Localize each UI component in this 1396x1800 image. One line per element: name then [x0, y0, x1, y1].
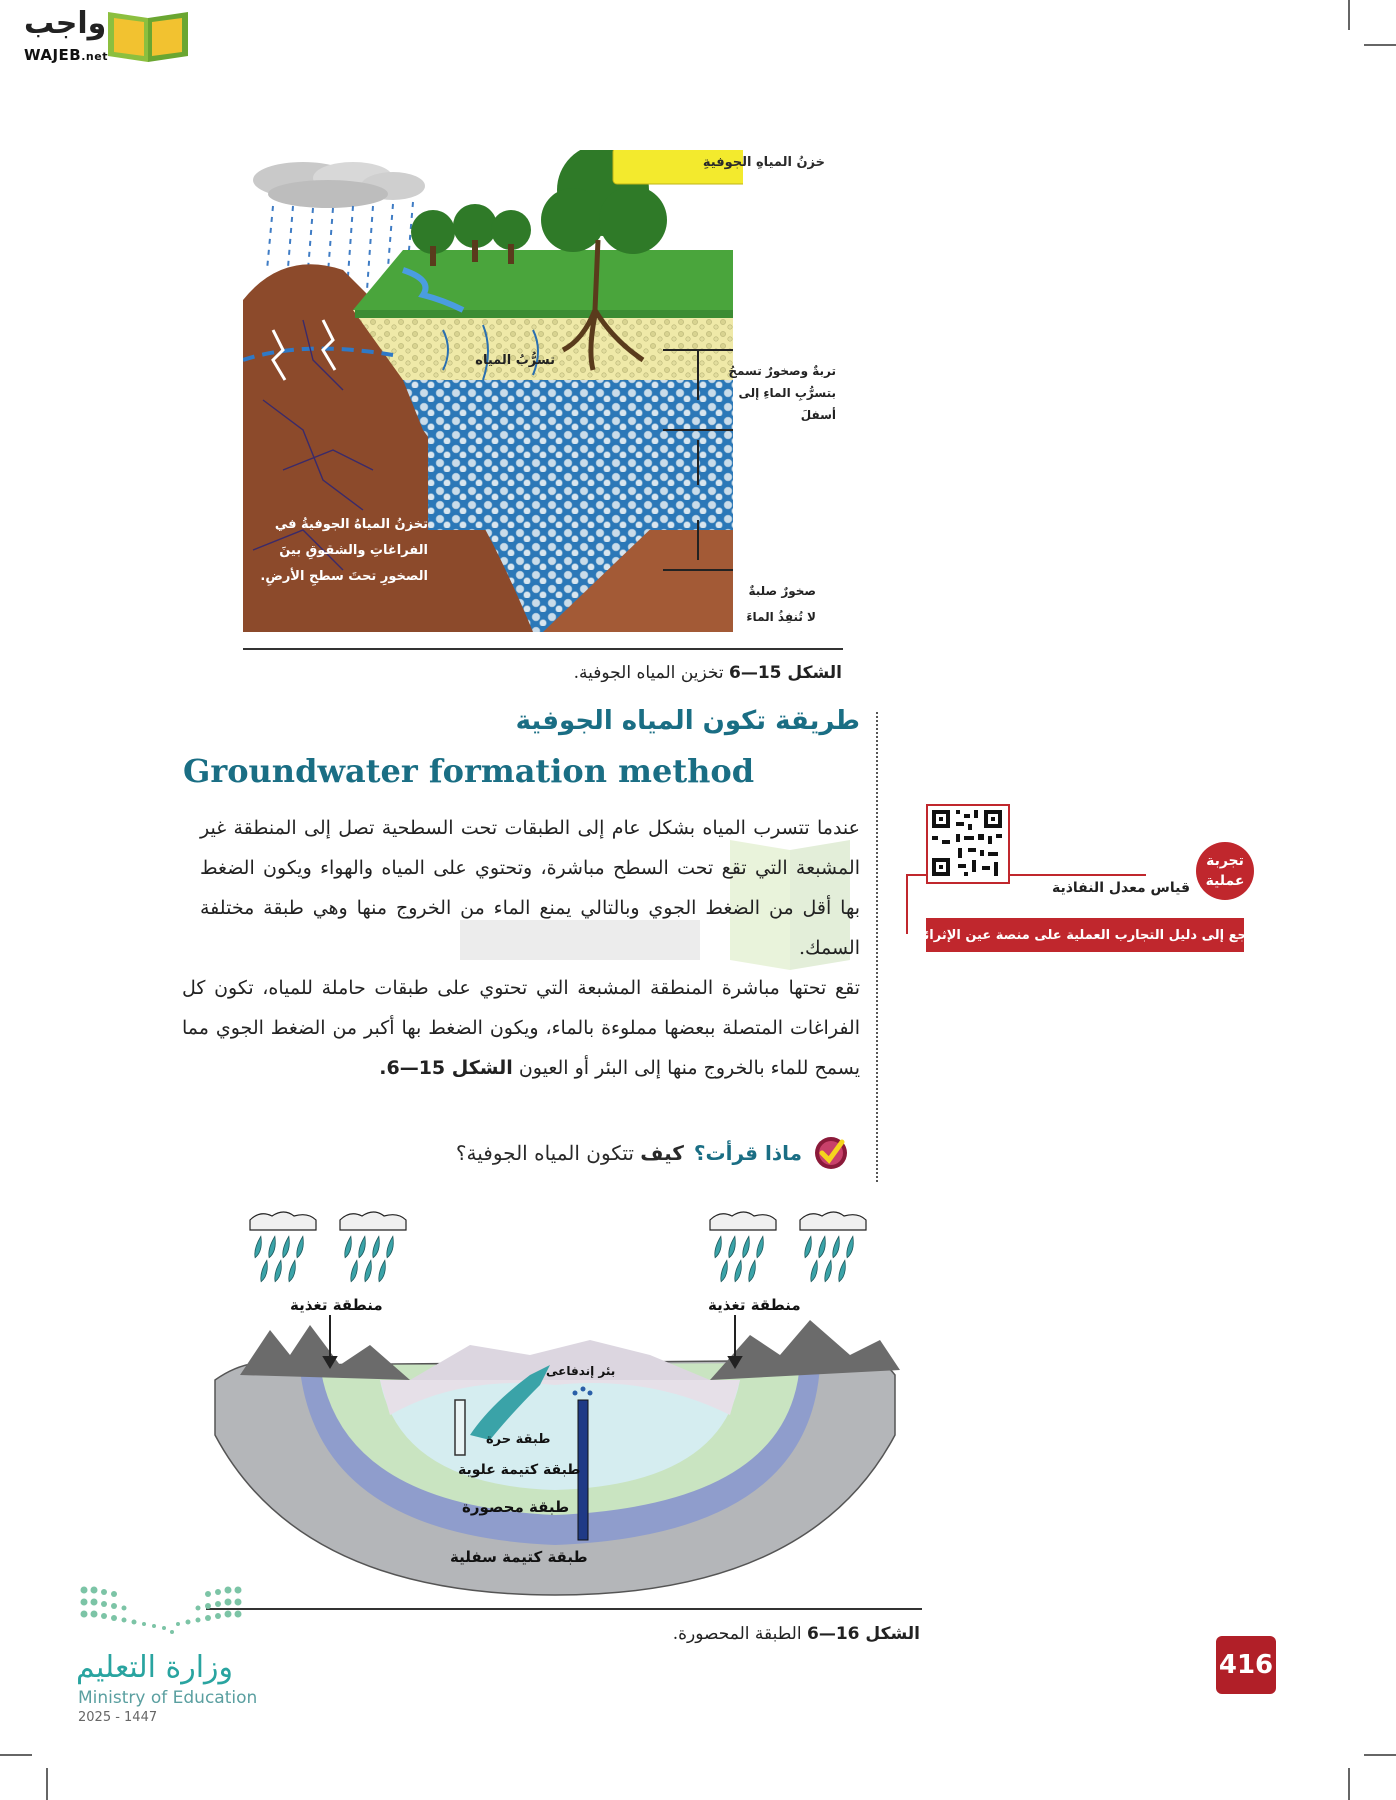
- page-number: 416: [1216, 1636, 1276, 1694]
- crop-mark: [1364, 44, 1396, 46]
- ministry-dots-logo: [78, 1582, 248, 1646]
- logo-arabic: واجب: [24, 6, 107, 41]
- crop-mark: [1364, 1754, 1396, 1756]
- figure1-rule: [243, 648, 843, 650]
- crop-mark: [1348, 0, 1350, 30]
- logo-english: WAJEB.net: [24, 46, 108, 64]
- paragraph-1: عندما تتسرب المياه بشكل عام إلى الطبقات تحت السطحية تصل إلى المنطقة غير المشبعة التي تقع تحت السطح مباشرة، وتحتوي على المياه والهواء ويكون الضغط بها أقل من الضغط الجوي وبالتالي يمنع الماء من الخروج منها وهي طبقة مختلفة السمك.: [200, 817, 860, 959]
- upper-confining-label: طبقة كتيمة علوية: [458, 1462, 581, 1478]
- figure1-caption: الشكل 15—6 تخزين المياه الجوفية.: [573, 663, 842, 683]
- lab-badge: تجربة عملية: [1196, 842, 1254, 900]
- artesian-well-label: بئر إندفاعى: [546, 1364, 616, 1378]
- ministry-name-arabic: وزارة التعليم: [76, 1650, 234, 1685]
- lower-confining-label: طبقة كتيمة سفلية: [450, 1548, 588, 1566]
- fig1-label-infiltration: تسرُّبُ المياه: [475, 353, 555, 368]
- section-title-arabic: طريقة تكون المياه الجوفية: [515, 706, 860, 736]
- crop-mark: [1348, 1768, 1350, 1800]
- fig1-label-storage: تخزنُ المياهُ الجوفيةُ في الفراغاتِ والشقوقِ بينَ الصخورِ تحتَ سطحِ الأرضِ.: [260, 517, 428, 584]
- paragraph-2: تقع تحتها مباشرة المنطقة المشبعة التي تحتوي على طبقات حاملة للمياه، تكون كل الفراغات المتصلة ببعضها مملوءة بالماء، ويكون الضغط بها أكبر من الضغط الجوي مما يسمح للماء بالخروج منها إلى البئر أو العيون الشكل 15—6.: [182, 977, 860, 1079]
- ministry-name-english: Ministry of Education: [78, 1688, 258, 1708]
- recharge-label-left: منطقة تغذية: [290, 1296, 383, 1314]
- lab-panel-border: [906, 874, 908, 934]
- fig1-label-rock: صخورٌ صلبةٌ لا تُنفِذُ الماءَ: [746, 584, 816, 624]
- fig1-callout-title: خزنُ المياهِ الجوفيةِ: [702, 155, 825, 170]
- figure2-caption: الشكل 16—6 الطبقة المحصورة.: [672, 1624, 920, 1644]
- section-title-english: Groundwater formation method: [183, 752, 755, 790]
- lab-reference-bar[interactable]: ارجع إلى دليل التجارب العملية على منصة عين الإثرائية: [926, 918, 1244, 952]
- lab-title: قياس معدل النفاذية: [1051, 880, 1190, 896]
- figure2-rule: [206, 1608, 922, 1610]
- wajeb-logo[interactable]: [10, 4, 190, 66]
- crop-mark: [46, 1768, 48, 1800]
- recharge-label-right: منطقة تغذية: [708, 1296, 801, 1314]
- unconfined-layer-label: طبقة حرة: [486, 1432, 551, 1447]
- reading-check-label: ماذا قرأت؟: [693, 1141, 802, 1165]
- crop-mark: [0, 1754, 32, 1756]
- dotted-divider: [876, 712, 878, 1182]
- checkmark-icon: [812, 1134, 850, 1172]
- ministry-year: 2025 - 1447: [78, 1710, 158, 1725]
- reading-check-question: كيف تتكون المياه الجوفية؟: [455, 1141, 684, 1165]
- qr-code-icon[interactable]: [926, 804, 1010, 884]
- reading-check: [456, 1134, 850, 1172]
- fig1-label-permeable: تربةٌ وصخورٌ تسمحُ بتسرُّبِ الماءِ إلى أسفلَ: [728, 364, 836, 422]
- confined-aquifer-figure: [210, 1205, 900, 1605]
- confined-layer-label: طبقة محصورة: [462, 1498, 570, 1516]
